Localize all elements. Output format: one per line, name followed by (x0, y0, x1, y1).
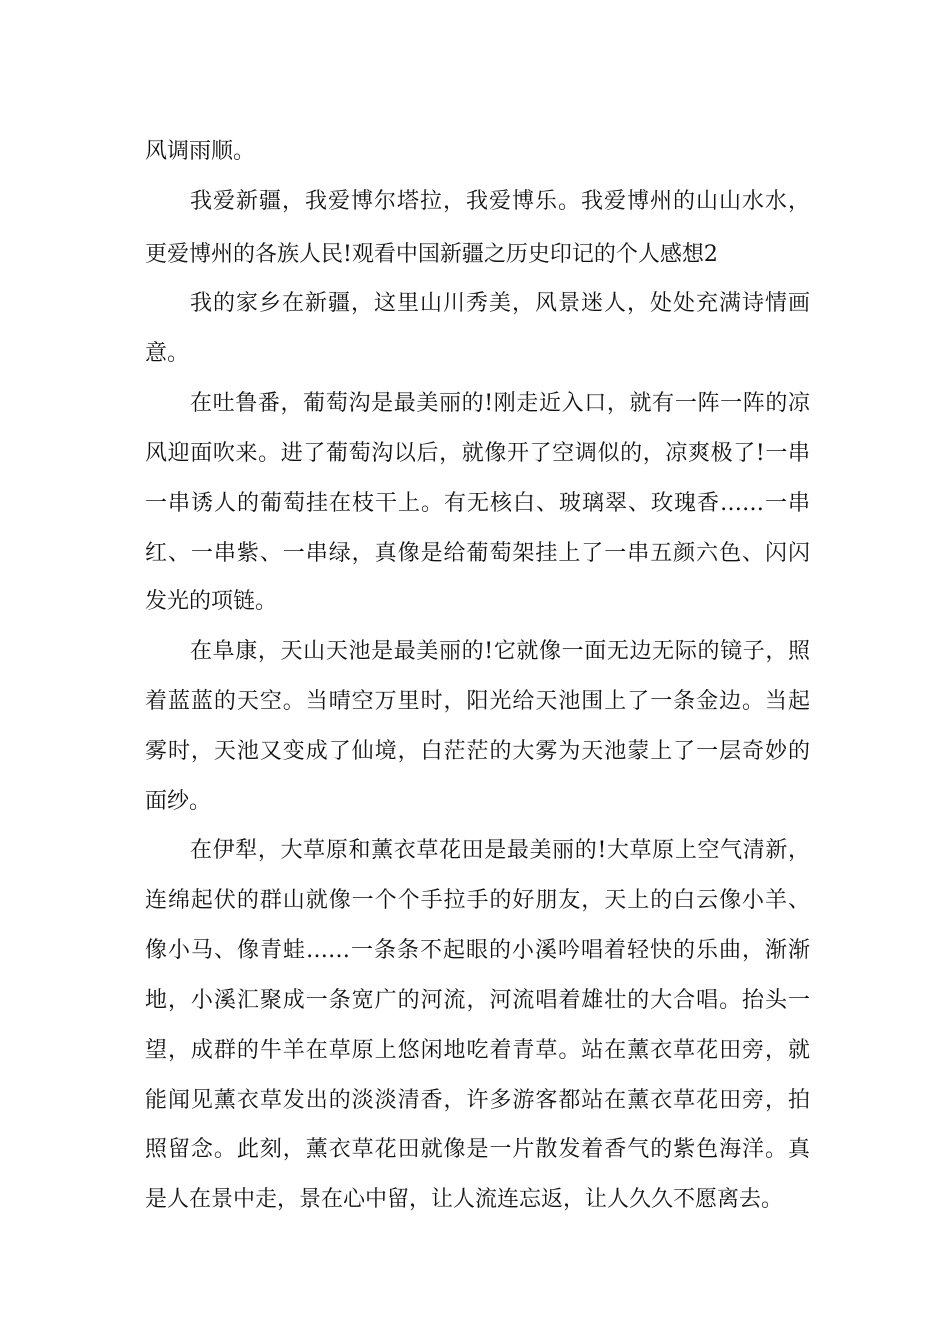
text-line: 在伊犁，大草原和薰衣草花田是最美丽的!大草原上空气清新， (190, 838, 810, 863)
text-line: 像小马、像青蛙……一条条不起眼的小溪吟唱着轻快的乐曲，渐渐 (145, 938, 810, 963)
text-line: 连绵起伏的群山就像一个个手拉手的好朋友，天上的白云像小羊、 (145, 888, 810, 913)
text-line: 一串诱人的葡萄挂在枝干上。有无核白、玻璃翠、玫瑰香……一串 (145, 491, 810, 516)
text-line: 发光的项链。 (145, 589, 278, 614)
text-line: 面纱。 (145, 789, 212, 814)
text-line: 望，成群的牛羊在草原上悠闲地吃着青草。站在薰衣草花田旁，就 (145, 1038, 810, 1063)
text-line: 在吐鲁番，葡萄沟是最美丽的!刚走近入口，就有一阵一阵的凉 (190, 391, 810, 416)
text-line: 红、一串紫、一串绿，真像是给葡萄架挂上了一串五颜六色、闪闪 (145, 541, 810, 566)
text-line: 更爱博州的各族人民!观看中国新疆之历史印记的个人感想2 (145, 242, 718, 267)
text-line: 照留念。此刻，薰衣草花田就像是一片散发着香气的紫色海洋。真 (145, 1137, 810, 1162)
text-line: 我爱新疆，我爱博尔塔拉，我爱博乐。我爱博州的山山水水， (190, 189, 810, 214)
text-line: 我的家乡在新疆，这里山川秀美，风景迷人，处处充满诗情画 (190, 291, 810, 316)
text-line: 风调雨顺。 (145, 139, 256, 164)
text-line: 着蓝蓝的天空。当晴空万里时，阳光给天池围上了一条金边。当起 (145, 689, 810, 714)
text-line: 雾时，天池又变成了仙境，白茫茫的大雾为天池蒙上了一层奇妙的 (145, 739, 810, 764)
text-line: 是人在景中走，景在心中留，让人流连忘返，让人久久不愿离去。 (145, 1187, 784, 1212)
text-line: 意。 (145, 341, 190, 366)
text-line: 地，小溪汇聚成一条宽广的河流，河流唱着雄壮的大合唱。抬头一 (145, 988, 810, 1013)
text-line: 风迎面吹来。进了葡萄沟以后，就像开了空调似的，凉爽极了!一串 (145, 441, 810, 466)
text-line: 在阜康，天山天池是最美丽的!它就像一面无边无际的镜子，照 (190, 639, 810, 664)
text-line: 能闻见薰衣草发出的淡淡清香，许多游客都站在薰衣草花田旁，拍 (145, 1088, 810, 1113)
